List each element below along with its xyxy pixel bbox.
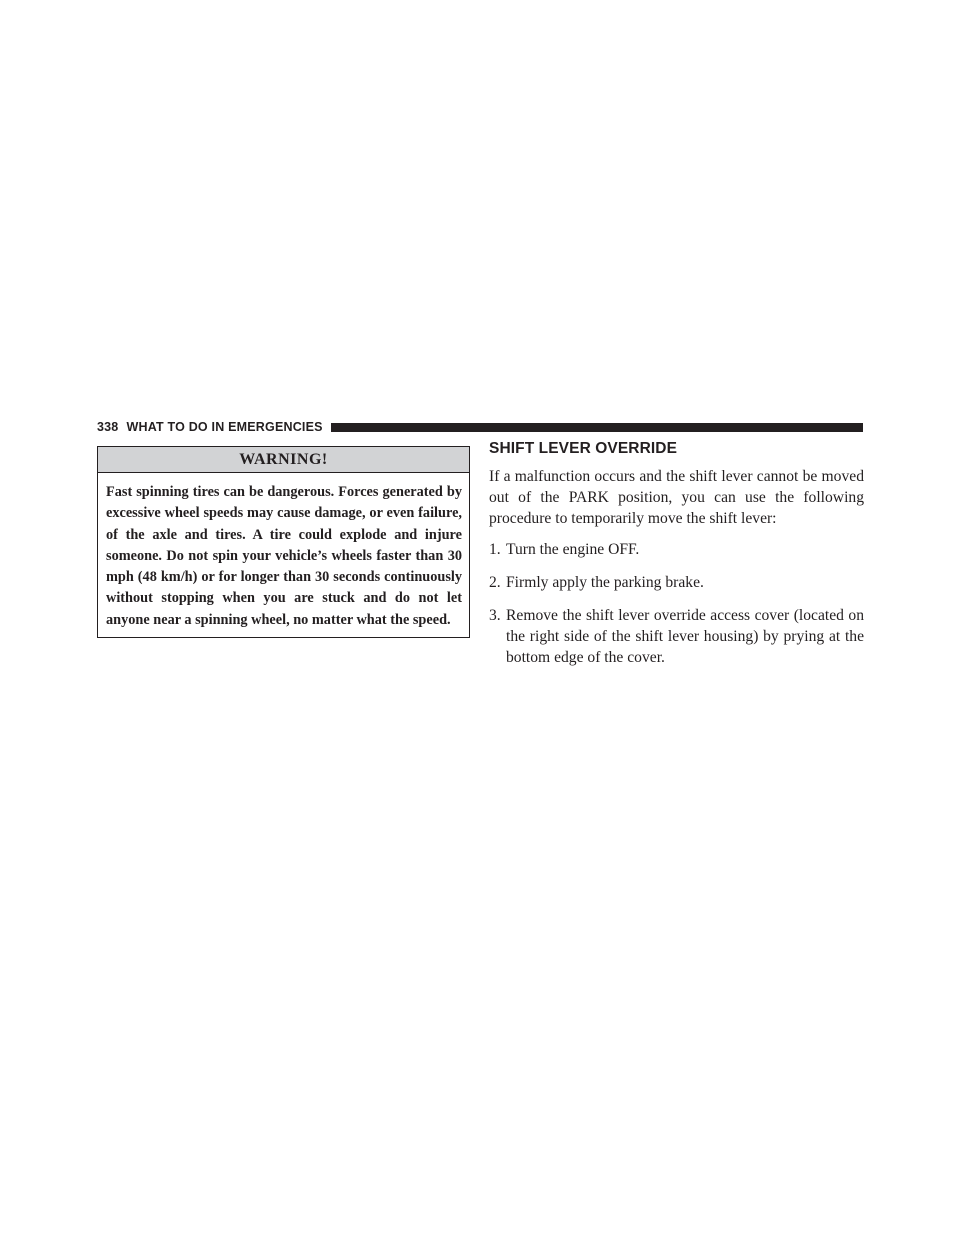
list-item	[489, 572, 864, 593]
main-column	[489, 440, 864, 680]
list-item	[489, 605, 864, 668]
step-number: 1.	[489, 541, 501, 558]
step-text: Remove the shift lever override access cover (located on the right side of the shift lever housing) by prying at the bottom edge of the cover.	[506, 607, 864, 666]
list-item	[489, 539, 864, 560]
step-number: 3.	[489, 607, 501, 624]
warning-text: Fast spinning tires can be dangerous. Forces generated by excessive wheel speeds may cause damage, or even failure, of the axle and tires. A tire could explode and injure someone. Do not spin your vehicle’s wheels faster than 30 mph (48 km/h) or for longer than 30 seconds continuously without stopping when you are stuck and do not let anyone near a spinning wheel, no matter what the speed.	[106, 484, 462, 628]
header-rule	[331, 423, 863, 432]
step-text: Firmly apply the parking brake.	[506, 574, 704, 591]
warning-title: WARNING!	[98, 447, 469, 473]
warning-box	[97, 446, 470, 638]
page-number: 338	[97, 420, 119, 434]
step-text: Turn the engine OFF.	[506, 541, 640, 558]
intro-paragraph: If a malfunction occurs and the shift lever cannot be moved out of the PARK position, you can use the following procedure to temporarily move the shift lever:	[489, 468, 864, 527]
step-number: 2.	[489, 574, 501, 591]
section-heading: SHIFT LEVER OVERRIDE	[489, 440, 678, 457]
chapter-title: WHAT TO DO IN EMERGENCIES	[126, 420, 323, 434]
procedure-steps	[489, 539, 864, 668]
page-header	[97, 419, 863, 435]
